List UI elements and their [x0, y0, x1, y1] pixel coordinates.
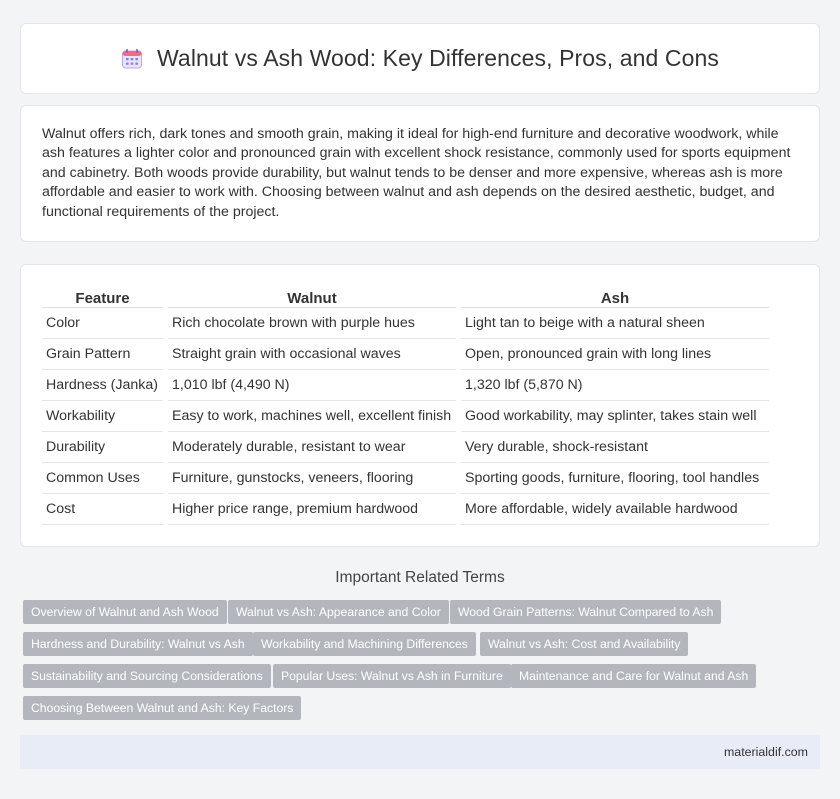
cell-walnut: Moderately durable, resistant to wear — [168, 432, 456, 463]
cell-ash: Sporting goods, furniture, flooring, tool handles — [461, 463, 769, 494]
cell-feature: Cost — [42, 494, 163, 525]
comparison-table — [37, 287, 774, 525]
cell-feature: Durability — [42, 432, 163, 463]
cell-walnut: Rich chocolate brown with purple hues — [168, 308, 456, 339]
cell-walnut: 1,010 lbf (4,490 N) — [168, 370, 456, 401]
cell-feature: Workability — [42, 401, 163, 432]
intro-card — [20, 105, 820, 242]
table-row — [42, 494, 769, 525]
table-row — [42, 308, 769, 339]
cell-walnut: Straight grain with occasional waves — [168, 339, 456, 370]
cell-walnut: Furniture, gunstocks, veneers, flooring — [168, 463, 456, 494]
related-term-tag[interactable]: Workability and Machining Differences — [253, 632, 476, 656]
cell-feature: Grain Pattern — [42, 339, 163, 370]
cell-feature: Common Uses — [42, 463, 163, 494]
cell-ash: Good workability, may splinter, takes stain well — [461, 401, 769, 432]
related-term-tag[interactable]: Walnut vs Ash: Appearance and Color — [228, 600, 449, 624]
related-term-tag[interactable]: Choosing Between Walnut and Ash: Key Factors — [23, 696, 301, 720]
related-term-tag[interactable]: Wood Grain Patterns: Walnut Compared to Ash — [450, 600, 721, 624]
cell-ash: Very durable, shock-resistant — [461, 432, 769, 463]
page-title: Walnut vs Ash Wood: Key Differences, Pros, and Cons — [156, 45, 720, 71]
related-term-tag[interactable]: Maintenance and Care for Walnut and Ash — [511, 664, 756, 688]
table-row — [42, 339, 769, 370]
table-row — [42, 370, 769, 401]
header-feature: Feature — [42, 287, 163, 308]
table-row — [42, 401, 769, 432]
cell-walnut: Higher price range, premium hardwood — [168, 494, 456, 525]
related-term-tag[interactable]: Overview of Walnut and Ash Wood — [23, 600, 227, 624]
footer — [20, 735, 820, 769]
calendar-icon — [121, 48, 143, 70]
related-term-tag[interactable]: Hardness and Durability: Walnut vs Ash — [23, 632, 253, 656]
table-row — [42, 432, 769, 463]
comparison-card — [20, 264, 820, 547]
related-term-tag[interactable]: Sustainability and Sourcing Considerations — [23, 664, 271, 688]
related-terms-title: Important Related Terms — [335, 569, 505, 586]
site-name[interactable]: materialdif.com — [723, 745, 808, 759]
related-term-tag[interactable]: Popular Uses: Walnut vs Ash in Furniture — [273, 664, 511, 688]
cell-feature: Color — [42, 308, 163, 339]
header-card — [20, 23, 820, 94]
table-header-row — [42, 287, 769, 308]
cell-ash: 1,320 lbf (5,870 N) — [461, 370, 769, 401]
cell-walnut: Easy to work, machines well, excellent finish — [168, 401, 456, 432]
cell-ash: Light tan to beige with a natural sheen — [461, 308, 769, 339]
cell-feature: Hardness (Janka) — [42, 370, 163, 401]
cell-ash: Open, pronounced grain with long lines — [461, 339, 769, 370]
intro-paragraph: Walnut offers rich, dark tones and smooth grain, making it ideal for high-end furniture and decorative woodwork, while ash features a lighter color and pronounced grain with excellent shock resistance, commonly used for sports equipment and cabinetry. Both woods provide durability, but walnut tends to be denser and more expensive, whereas ash is more affordable and easier to work with. Choosing between walnut and ash depends on the desired aesthetic, budget, and functional requirements of the project. — [42, 126, 791, 220]
header-ash: Ash — [461, 287, 769, 308]
header-walnut: Walnut — [168, 287, 456, 308]
table-row — [42, 463, 769, 494]
related-term-tag[interactable]: Walnut vs Ash: Cost and Availability — [480, 632, 688, 656]
cell-ash: More affordable, widely available hardwood — [461, 494, 769, 525]
